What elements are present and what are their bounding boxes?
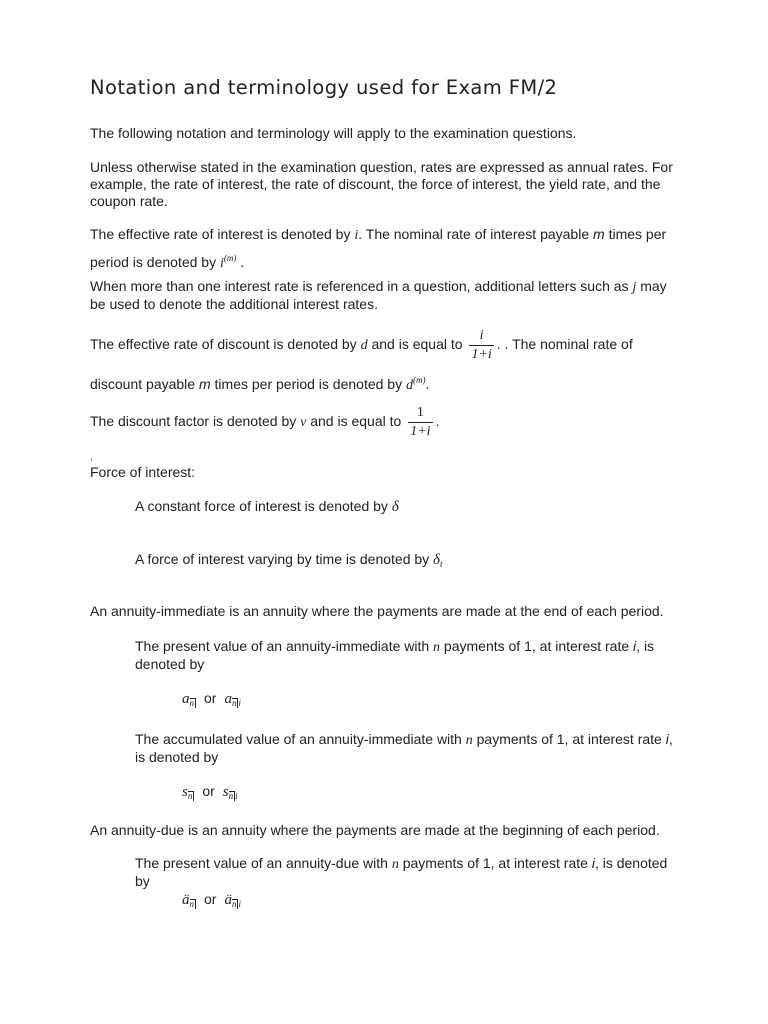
annual-rates-paragraph: Unless otherwise stated in the examination question, rates are expressed as annual rates. For example, the rate of interest, the rate of discount, the force of interest, the yield rate, and the coupon rate. [90,159,673,209]
var-n: n [391,857,399,872]
var-v: v [300,415,307,431]
multiple-rates-paragraph: When more than one interest rate is referenced in a question, additional letters such as j may be used to denote the additional interest rates. [90,278,667,312]
pv-due-paragraph: The present value of an annuity-due with n payments of 1, at interest rate i, is denoted by [135,855,668,889]
var-n: n [433,640,441,655]
pv-immediate-symbols: an or an $_i$ [182,690,241,708]
var-d: d [360,338,368,354]
var-m: m [198,376,211,392]
var-i: i [354,228,359,243]
annuity-immediate-definition: An annuity-immediate is an annuity where the payments are made at the end of each period. [90,603,664,619]
var-i: i [665,731,669,747]
discount-rate-paragraph: The effective rate of discount is denoted by d and is equal to $\frac{i}{1+i}$ . . The nominal rate of [90,328,633,362]
av-immediate-symbols: sn or sn $_i$ [182,783,238,801]
var-i: i [633,638,637,654]
constant-force-paragraph: A constant force of interest is denoted by δ [135,498,399,515]
nominal-discount-paragraph: discount payable m times per period is denoted by $d^{(m)}$. [90,375,430,393]
var-j: j [632,280,637,295]
pv-due-symbols: än or än $_i$ [182,891,241,909]
fraction-1-over-1-plus-i: $\frac{1}{1+i}$ [410,405,431,439]
discount-factor-paragraph: The discount factor is denoted by v and is equal to $\frac{1}{1+i}$ . [90,405,440,439]
page-title: Notation and terminology used for Exam FM/2 [90,76,558,99]
effective-interest-paragraph: The effective rate of interest is denoted by i. The nominal rate of interest payable m times per period is denoted by $i^{(m)}$ . [90,226,667,271]
stray-dot: . [90,452,93,463]
symbol-i-m: i [219,256,224,271]
delta-t-symbol: δ [433,552,441,568]
pv-immediate-paragraph: The present value of an annuity-immediate with n payments of 1, at interest rate i, is denoted by [135,638,655,672]
var-m: m [593,226,605,242]
av-immediate-paragraph: The accumulated value of an annuity-immediate with n payments of 1, at interest rate i, is denoted by [135,731,673,765]
annuity-due-definition: An annuity-due is an annuity where the payments are made at the beginning of each period. [90,822,660,838]
var-n: n [465,733,473,748]
delta-symbol: δ [391,499,399,515]
intro-paragraph: The following notation and terminology will apply to the examination questions. [90,125,577,141]
varying-force-paragraph: A force of interest varying by time is denoted by $\delta_t$ [135,551,443,569]
fraction-i-over-1-plus-i: $\frac{i}{1+i}$ [471,328,492,362]
var-i: i [591,855,595,871]
symbol-d-m: d [405,378,413,393]
force-of-interest-heading: Force of interest: [90,464,196,480]
